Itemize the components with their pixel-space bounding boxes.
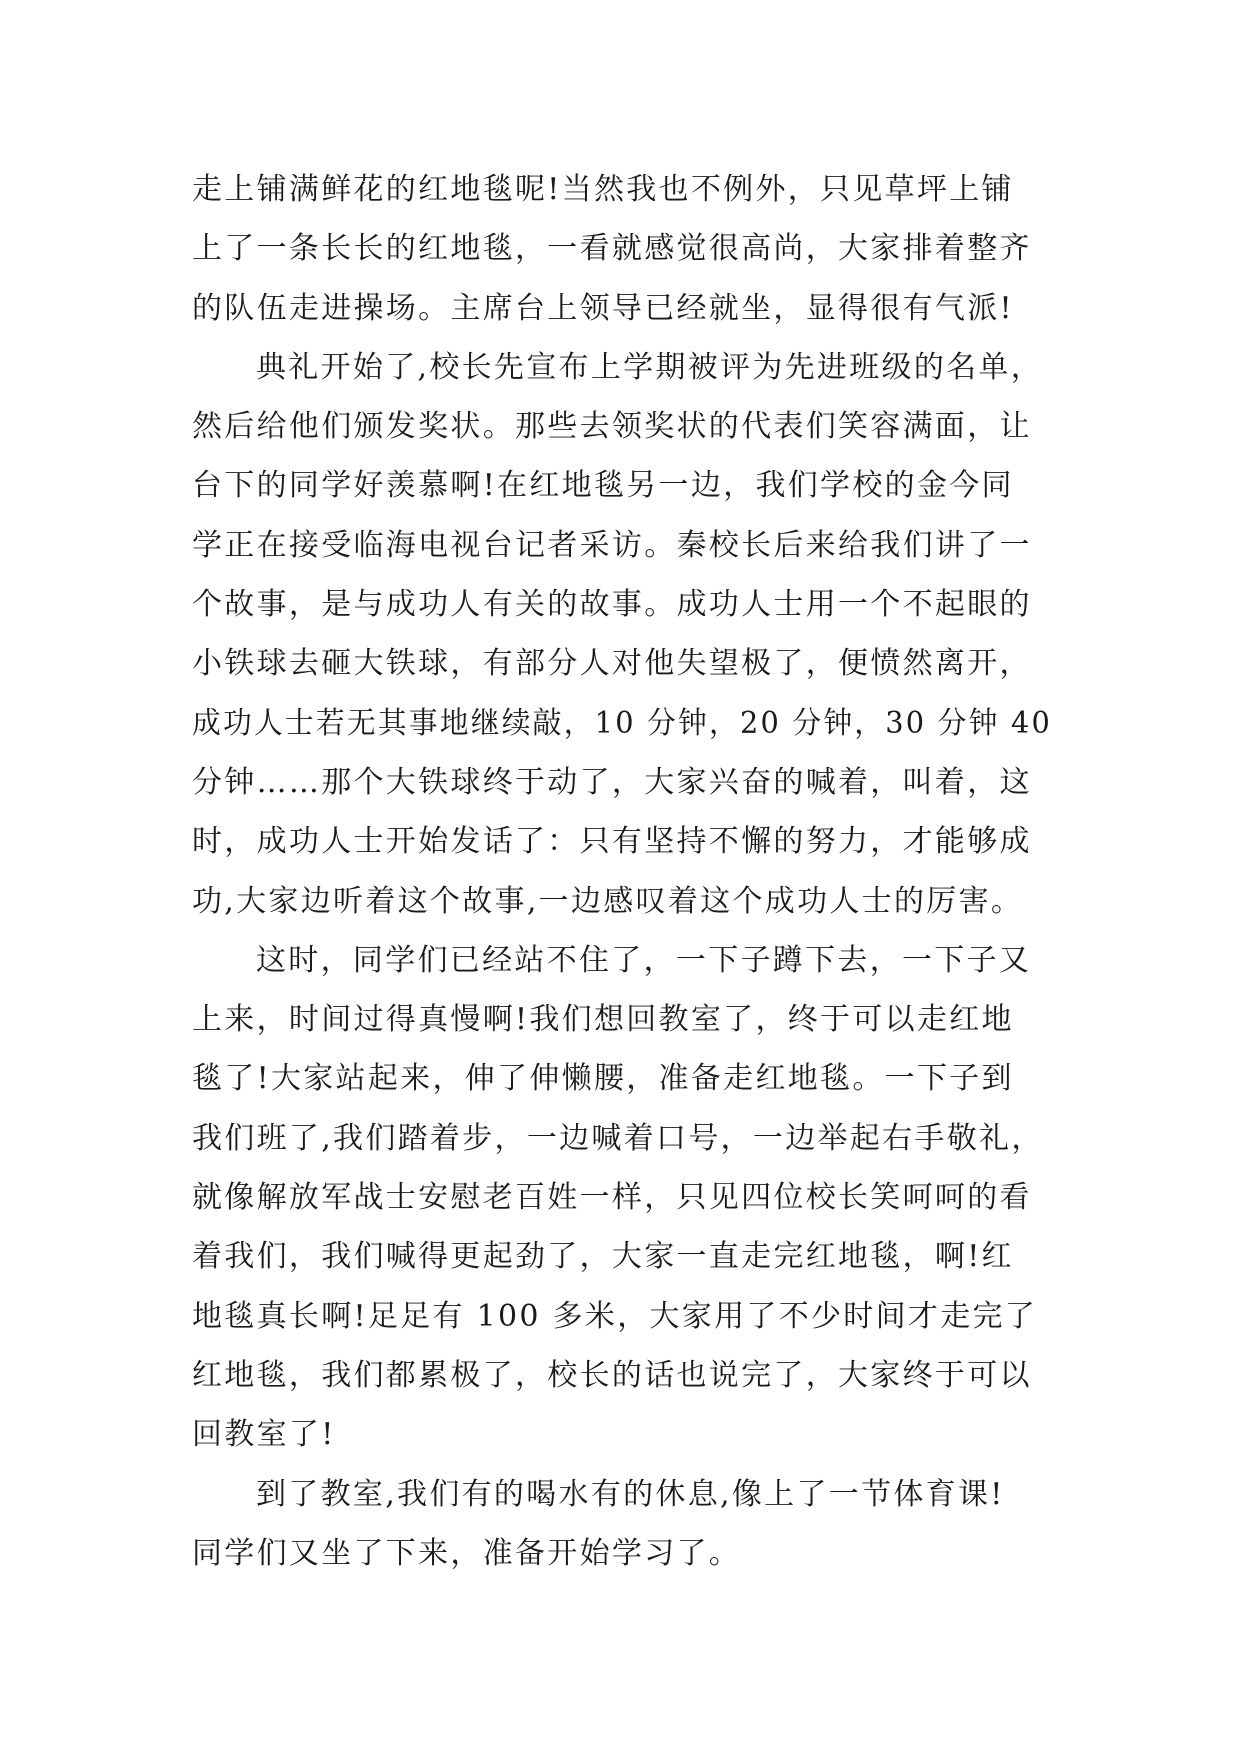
text-line: 学正在接受临海电视台记者采访。秦校长后来给我们讲了一 [192,527,1032,563]
text-line: 个故事，是与成功人有关的故事。成功人士用一个不起眼的 [192,587,1032,623]
text-line: 回教室了! [192,1417,336,1453]
text-line: 地毯真长啊!足足有 100 多米，大家用了不少时间才走完了 [192,1298,1038,1334]
text-line: 就像解放军战士安慰老百姓一样，只见四位校长笑呵呵的看 [192,1180,1032,1216]
paragraph [192,931,1052,1465]
text-line: 这时，同学们已经站不住了，一下子蹲下去，一下子又 [256,942,1032,978]
paragraph [192,1465,1052,1584]
text-line: 着我们，我们喊得更起劲了，大家一直走完红地毯，啊!红 [192,1239,1014,1275]
text-line: 毯了!大家站起来，伸了伸懒腰，准备走红地毯。一下子到 [192,1061,1014,1097]
text-line: 我们班了,我们踏着步，一边喊着口号，一边举起右手敬礼， [192,1120,1044,1156]
text-line: 的队伍走进操场。主席台上领导已经就坐，显得很有气派! [192,290,1014,326]
text-line: 成功人士若无其事地继续敲，10 分钟，20 分钟，30 分钟 40 [192,705,1052,741]
text-line: 上了一条长长的红地毯，一看就感觉很高尚，大家排着整齐 [192,231,1032,267]
text-line: 台下的同学好羡慕啊!在红地毯另一边，我们学校的金今同 [192,468,1014,504]
text-line: 红地毯，我们都累极了，校长的话也说完了，大家终于可以 [192,1357,1032,1393]
text-line: 分钟……那个大铁球终于动了，大家兴奋的喊着，叫着，这 [192,764,1032,800]
text-line: 同学们又坐了下来，准备开始学习了。 [192,1535,742,1571]
text-line: 到了教室,我们有的喝水有的休息,像上了一节体育课! [256,1476,1005,1512]
text-line: 典礼开始了,校长先宣布上学期被评为先进班级的名单， [256,349,1044,385]
text-line: 上来，时间过得真慢啊!我们想回教室了，终于可以走红地 [192,1002,1014,1038]
paragraph [192,160,1052,338]
text-line: 然后给他们颁发奖状。那些去领奖状的代表们笑容满面，让 [192,409,1032,445]
text-line: 走上铺满鲜花的红地毯呢!当然我也不例外，只见草坪上铺 [192,172,1014,207]
text-line: 小铁球去砸大铁球，有部分人对他失望极了，便愤然离开， [192,646,1032,682]
text-line: 时，成功人士开始发话了：只有坚持不懈的努力，才能够成 [192,824,1032,860]
paragraph [192,338,1052,931]
body-text [192,160,1052,1583]
text-line: 功,大家边听着这个故事,一边感叹着这个成功人士的厉害。 [192,883,1024,919]
